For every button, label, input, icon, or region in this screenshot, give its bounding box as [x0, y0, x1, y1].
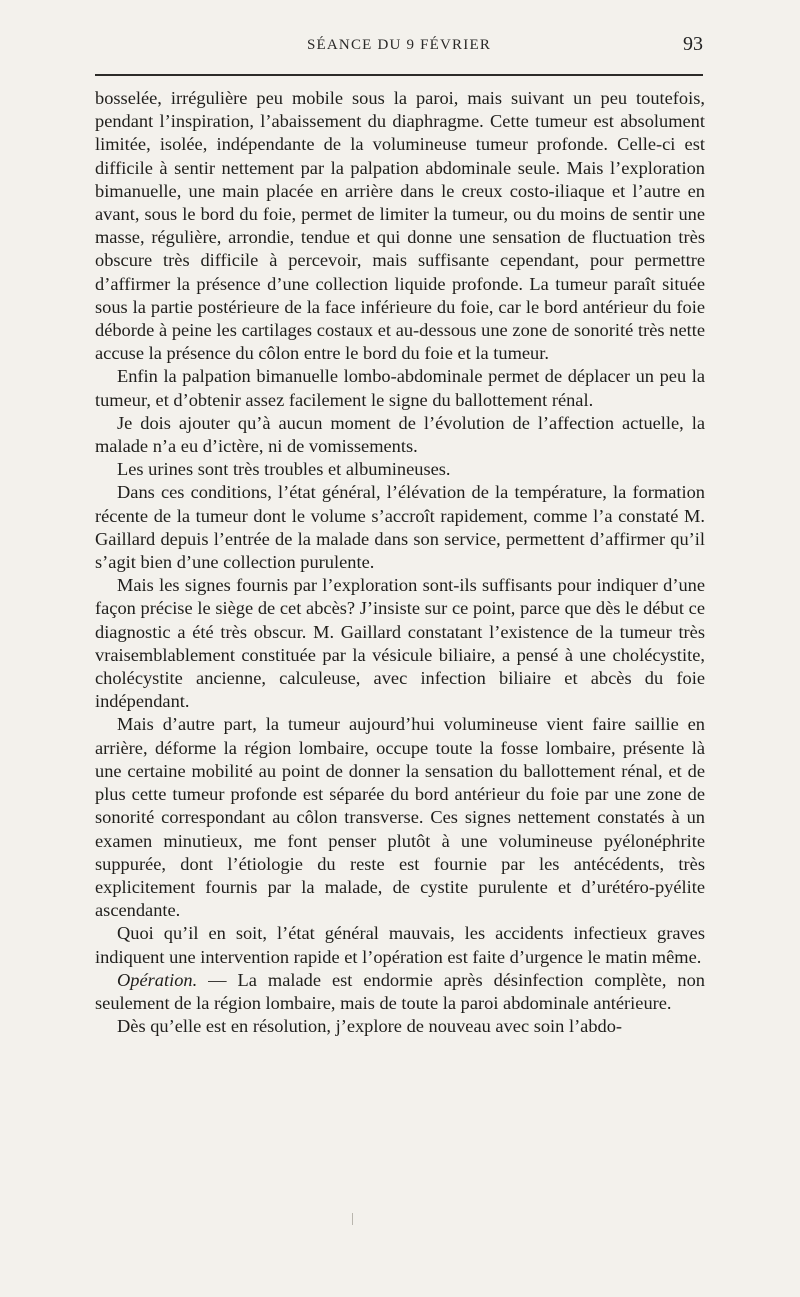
paragraph: Les urines sont très troubles et albumineuses. [117, 459, 451, 480]
section-lead: Opération. [117, 969, 198, 990]
paragraph: Dès qu’elle est en résolution, j’explore de nouveau avec soin l’abdo- [117, 1016, 623, 1037]
paragraph: Mais d’autre part, la tumeur aujourd’hui volumineuse vient faire saillie en arrière, déforme la région lombaire, occupe toute la fosse lombaire, présente là une certaine mobilité au point de donner la sensation du ballottement rénal, et de plus cette tumeur profonde est séparée du bord antérieur du foie par une zone de sonorité correspondant au côlon transverse. Ces signes nettement constatés à un examen minutieux, me font penser plutôt à une volumineuse pyélonéphrite suppurée, dont l’étiologie du reste est fournie par les antécédents, très explicitement fournis par la malade, de cystite purulente et d’urétéro-pyélite ascendante. [95, 714, 705, 921]
paragraph: Dans ces conditions, l’état général, l’élévation de la température, la formation récente de la tumeur dont le volume s’accroît rapidement, comme l’a constaté M. Gaillard depuis l’entrée de la malade dans son service, permettent d’affirmer qu’il s’agit bien d’une collection purulente. [95, 482, 705, 573]
header-rule [95, 74, 703, 76]
running-title: SÉANCE DU 9 FÉVRIER [306, 37, 492, 53]
paragraph: Je dois ajouter qu’à aucun moment de l’évolution de l’affection actuelle, la malade n’a eu d’ictère, ni de vomissements. [95, 412, 705, 457]
paragraph-text: — La malade est endormie après désinfection complète, non seulement de la région lombaire, mais de toute la paroi abdominale antérieure. [95, 969, 705, 1013]
page-number: 93 [683, 33, 703, 55]
paragraph: Quoi qu’il en soit, l’état général mauvais, les accidents infectieux graves indiquent une intervention rapide et l’opération est faite d’urgence le matin même. [95, 923, 705, 967]
body-text [95, 87, 705, 1038]
paper-speck [352, 1213, 353, 1225]
paragraph: bosselée, irrégulière peu mobile sous la paroi, mais suivant un peu toutefois, pendant l’inspiration, l’abaissement du diaphragme. Cette tumeur est absolument limitée, isolée, indépendante de la volumineuse tumeur profonde. Celle-ci est difficile à sentir nettement par la palpation abdominale seule. Mais l’exploration bimanuelle, une main placée en arrière dans le creux costo-iliaque et l’autre en avant, sous le bord du foie, permet de limiter la tumeur, ou du moins de sentir une masse, régulière, arrondie, tendue et qui donne une sensation de fluctuation très obscure très difficile à percevoir, mais suffisante cependant, pour permettre d’affirmer la présence d’une collection liquide profonde. La tumeur paraît située sous la partie postérieure de la face inférieure du foie, car le bord antérieur du foie déborde à peine les cartilages costaux et au-dessous une zone de sonorité très nette accuse la présence du côlon entre le bord du foie et la tumeur. [95, 88, 705, 364]
paragraph: Mais les signes fournis par l’exploration sont-ils suffisants pour indiquer d’une façon précise le siège de cet abcès? J’insiste sur ce point, parce que dès le début ce diagnostic a été très obscur. M. Gaillard constatant l’existence de la tumeur très vraisemblablement constituée par la vésicule biliaire, a pensé à une cholécystite, cholécystite ancienne, calculeuse, avec infection biliaire et abcès du foie indépendant. [95, 575, 705, 712]
paragraph: Enfin la palpation bimanuelle lombo-abdominale permet de déplacer un peu la tumeur, et d’obtenir assez facilement le signe du ballottement rénal. [95, 366, 705, 410]
paragraph-operation [95, 969, 705, 1015]
running-head [95, 33, 703, 59]
